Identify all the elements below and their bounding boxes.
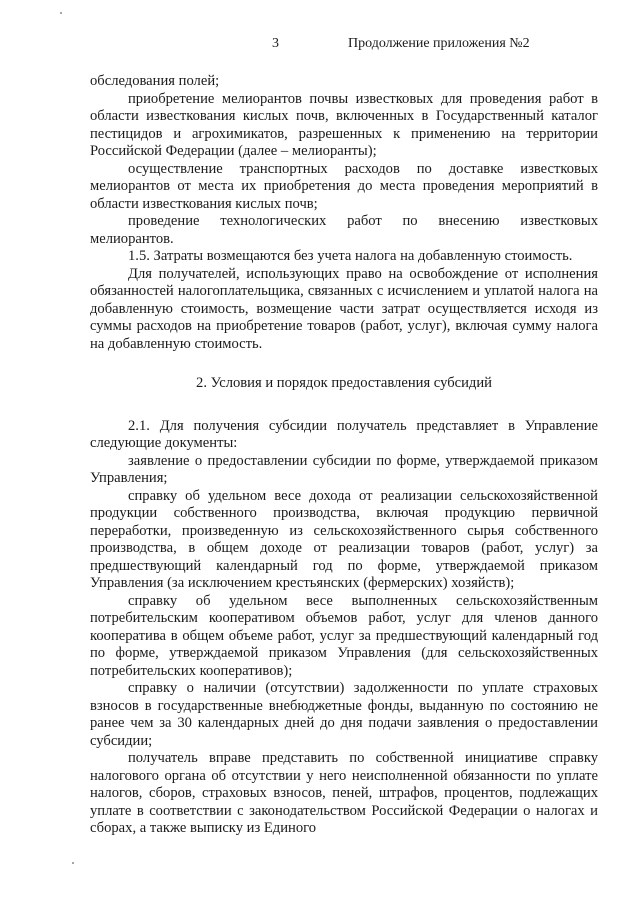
paragraph: справку об удельном весе выполненных сельскохозяйственным потребительским кооперативом объемов работ, услуг для членов данного кооператива в общем объеме работ, услуг за предшествующий календарный год по форме, утверждаемой приказом Управления (для сельскохозяйственных потребительских кооперативов); [90, 592, 598, 679]
appendix-continuation-note: Продолжение приложения №2 [348, 36, 530, 51]
page-number: 3 [272, 36, 279, 51]
page-header [0, 36, 640, 56]
section-heading: 2. Условия и порядок предоставления субсидий [196, 375, 492, 391]
scan-speck [60, 12, 62, 14]
paragraph: приобретение мелиорантов почвы известковых для проведения работ в области известкования кислых почв, включенных в Государственный каталог пестицидов и агрохимикатов, разрешенных к применению на территории Российской Федерации (далее – мелиоранты); [90, 90, 598, 159]
paragraph: заявление о предоставлении субсидии по форме, утверждаемой приказом Управления; [90, 452, 598, 486]
paragraph: 1.5. Затраты возмещаются без учета налога на добавленную стоимость. [128, 248, 573, 264]
document-body [90, 73, 598, 838]
paragraph: справку о наличии (отсутствии) задолженности по уплате страховых взносов в государственные внебюджетные фонды, выданную по состоянию не ранее чем за 30 календарных дней до дня подачи заявления о предоставлении субсидии; [90, 680, 598, 749]
paragraph: справку об удельном весе дохода от реализации сельскохозяйственной продукции собственного производства, включая продукцию первичной переработки, произведенную из сельскохозяйственного сырья собственного производства, в общем доходе от реализации товаров (работ, услуг) за предшествующий календарный год по форме, утверждаемой приказом Управления (за исключением крестьянских (фермерских) хозяйств); [90, 487, 598, 591]
paragraph: обследования полей; [90, 73, 220, 89]
paragraph: получатель вправе представить по собственной инициативе справку налогового органа об отсутствии у него неисполненной обязанности по уплате налогов, сборов, страховых взносов, пеней, штрафов, процентов, подлежащих уплате в соответствии с законодательством Российской Федерации о налогах и сборах, а также выписку из Единого [90, 750, 598, 836]
scan-speck [72, 862, 74, 864]
paragraph: Для получателей, использующих право на освобождение от исполнения обязанностей налогоплательщика, связанных с исчислением и уплатой налога на добавленную стоимость, возмещение части затрат осуществляется исходя из суммы расходов на приобретение товаров (работ, услуг), включая сумму налога на добавленную стоимость. [90, 265, 598, 352]
paragraph: проведение технологических работ по внесению известковых мелиорантов. [90, 213, 598, 247]
paragraph: осуществление транспортных расходов по доставке известковых мелиорантов от места их приобретения до места проведения мероприятий в области известкования кислых почв; [90, 160, 598, 212]
paragraph: 2.1. Для получения субсидии получатель представляет в Управление следующие документы: [90, 417, 598, 451]
